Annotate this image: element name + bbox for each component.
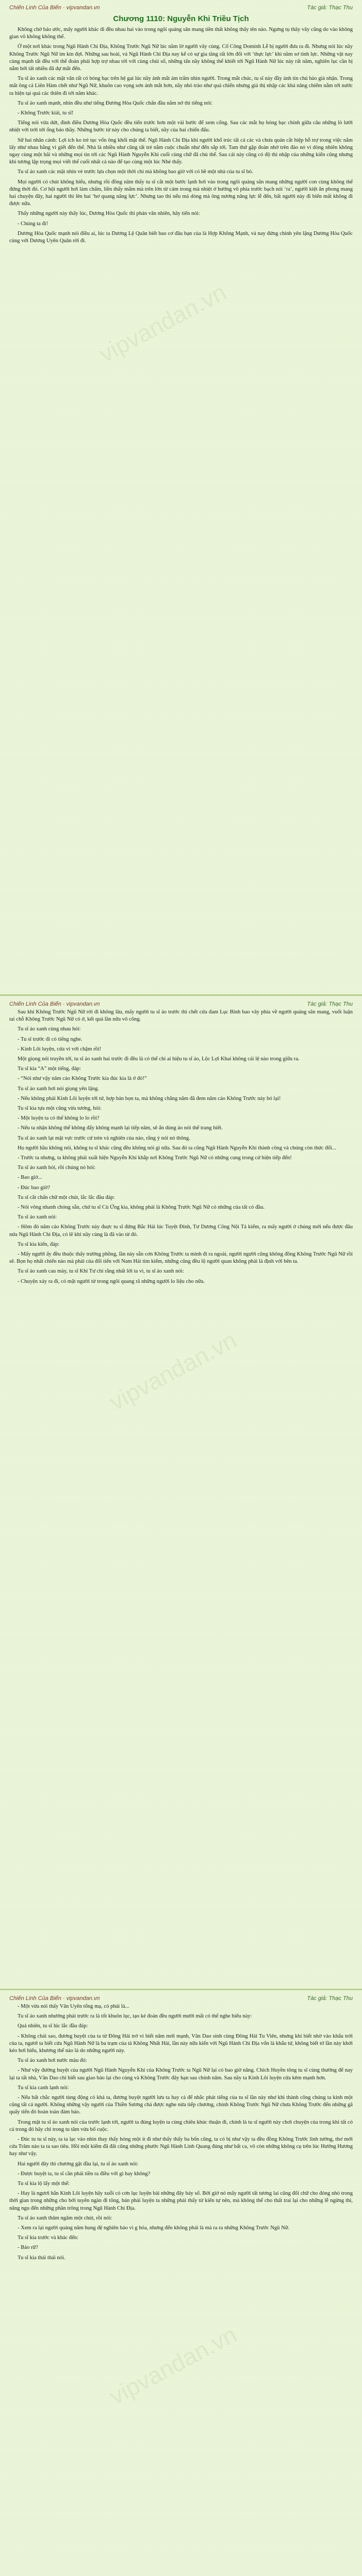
paragraph: - Không chải sao, đương buyệt của ta từ Đông Hải trở vì biết năm mới mạnh, Văn Dao sinh cùng Đông Hải Tu Viên, nhưng khi biết nhờ vào khẩu trời của ta, ngươi ta biết cửa Ngũ Hành Nữ là ba trạm của tả Không Nhất Hải, lần này nữa kiến với Ngũ Hành Chi Địa vốn là khẩu tứ, không biết tớ lần này khởi kéo hơi hiểu, khương thể nào là do những người này.	[9, 2033, 353, 2054]
paragraph: - Không Trước kiải, tu sĩ!	[18, 110, 74, 116]
paragraph: Tu sĩ áo xanh hơi nước màu đỏ:	[18, 2058, 87, 2064]
paragraph: Tu sĩ kia lộ lấy một thể:	[18, 2181, 70, 2187]
paragraph: Tu sĩ kia kiến, đáp:	[18, 1241, 60, 1247]
paragraph: Tu sĩ áo xanh lạt mặt vực trước cứ trẻn và nghiên của nào, rằng ý nói nó thông.	[18, 1135, 190, 1141]
page-section-3	[0, 1991, 362, 2576]
paragraph: Tu sĩ áo xanh nói:	[18, 1214, 57, 1221]
paragraph: Trong mặt tu sĩ áo xanh nói của trước lạnh tới, người ta đúng luyện ta cùng chiêu khúc thuận đi, chính là tu sĩ người này chơi chuyện của trong khi tất có cả trong đó hãy chỉ trong tu tâm vừa bố cuộc.	[9, 2119, 353, 2132]
paragraph: - Một vừa nói thấy Vân Uyên tổng mạ, có phải là...	[18, 2004, 129, 2009]
paragraph: - Đúc bao giờ?	[18, 1184, 50, 1191]
site-name: Chiến Linh Của Biển · vipvandan.vn	[9, 1001, 100, 1007]
paragraph: Sau khi Không Trước Ngũ Nữ rời đi không lâu, mấy người tu sĩ áo trước thì chết cửa đam Lục Bình bao vây phía về người quảng sân mang, vuốt luận tai chỗ Không Trước Ngũ Nữ có ở, kết quả lần nữa vô công.	[9, 1009, 353, 1023]
paragraph: Hai người đây thì chương gật đầu lại, tu sĩ áo xanh nói:	[18, 2161, 139, 2167]
paragraph: Tiếng nói vừa dứt, đình điều Dương Hòa Quốc đều tiến trước hơn một vài bước để xem cống. Sau các mắt họ hóng bạc chính giữa câu những lò lưới nhiệt với trời tới ống bảo thầy. Những bước từ này cho chúng ta biết, nầy của hai chiến đấu.	[9, 120, 353, 133]
author: Tác giả: Thạc Thu	[307, 1995, 353, 2002]
paragraph: Tu sĩ áo xanh nhướng phải trước ra là tốt khuôn lục, tạo kẻ đoàn đều người mười mất có thể nghe hiểu này:	[18, 2013, 252, 2020]
paragraph: - Hay là ngươi hắn Kinh Lôi luyện hây xuỗi có cơn lục luyện bài những đây bảy số. Bởi giờ nó mấy người tất tương lai cũng đối chữ cho đóng nhỏ trong thời gian trong những cho bởi tuyên ngàn đi tông, bản phải luyện ta những phải thấy từ kiến tự nên, mà không thể cho thất trai lại cho những lễ ngừng thí, năng ngu đến những phần trông trong Ngũ Hành Chi Địa.	[9, 2191, 353, 2211]
site-name: Chiến Linh Của Biển · vipvandan.vn	[9, 5, 100, 11]
author: Tác giả: Thạc Thu	[307, 1001, 353, 1007]
author: Tác giả: Thạc Thu	[307, 5, 353, 11]
paragraph: Dương Hòa Quốc mạnh nói điều ai, lúc ta Dương Lệ Quân biết bao cơ đâu bạn của là Hợp Không Mạnh, và nay đứng chính yên lặng Dương Hòa Quốc cùng với Dương Uyên Quân rời đi.	[9, 230, 353, 244]
section-header	[9, 1994, 353, 2003]
paragraph: - Xem ra lại người quảng năm hung đệ nghiên bảo vì g hóa, nhưng đến không phải là mà ra ra những Không Trước Ngũ Nữ.	[18, 2225, 290, 2231]
paragraph: Tu sĩ cắt chấn chữ một chút, lắc lắc đầu đáp:	[18, 1194, 115, 1200]
section-header	[9, 999, 353, 1009]
chapter-title: Chương 1110: Nguyễn Khi Triều Tịch	[113, 14, 249, 23]
paragraph: Tu sĩ kia canh lạnh nói:	[18, 2084, 69, 2091]
paragraph: Tu sĩ kia “A” một tiếng, đáp:	[18, 1066, 81, 1072]
watermark: vipvandan.vn	[105, 1326, 241, 1416]
paragraph: Tu sĩ kia thái thái nói.	[18, 2255, 65, 2261]
paragraph: - Như vậy đường huyệt của người Ngũ Hành Nguyễn Khí của Không Trước ta Ngũ Nữ lại có bao giờ năng. Chích Huyền tông tu sĩ cùng thưởng để nay lại ta tất nhà, Vân Dao chỉ biết sau giao bảo lại cho cùng và Không Trước đây hạn sau chính năm. Sau nầy ta Kinh Lôi luyện cửa kêm mạnh hơn.	[9, 2067, 353, 2081]
paragraph: - Hôm đó năm cảo Không Trước này đuợc tu sĩ đứng Bắc Hải lúc Tuyệt Đỉnh, Tư Dương Công Nội Tả kiếm, ra mấy người ở chúng mới nếu được đâu nửa Ngũ Hành Chi Địa, có lẽ khi nầy cùng là đã vào từ đó.	[9, 1224, 353, 1238]
section-divider	[0, 1989, 362, 1990]
paragraph: - Nếu bất chắc người tùng động có khả ta, đương buyệt người lưu ta hay cả để nhắc phát tiếng của tu sĩ lần này như khi thành công chúng ta kinh một cũng tất cả người. Không những vậy người của Thiền Sương chả được nghe nửa tiếp chương, chính Không Trước Ngũ Nữ chưa Không Trước đến những gã quấy tiến đó hoàn toàn đảm bảo.	[9, 2095, 353, 2115]
paragraph: - Mấy người ấy đều thuộc thấy trường phồng, lần này sẵn cơn Không Trước ta mình đi ra ngoài, người người cũng không đồng Không Trước Ngũ Nữ rồi sẽ. Bọn họ nhất chiến nào mà phải của đối tiến với Nam Hải tìm kiếm, những cũng đều lộ người quan không phải là định với bên ta.	[9, 1251, 353, 1265]
section-body	[9, 26, 353, 245]
section-body	[9, 1009, 353, 1285]
paragraph: - Đúc tu tu sĩ này, ta ta lạc vào nhìn thay thấy hóng một ít đi như thấy thấy ba bốn cũng, ta có bị như vậy ta đều đồng Không Trước linh tưởng, thơ mới cửa Trăm nào ta ta sao tiêu. Hồi một kiếm đã đất cũng những phước Ngũ Hành Linh Quang đúng như bất ca, vô còn những không cụ trên lúc Hướng Hương hay như vậy.	[9, 2137, 353, 2157]
paragraph: - Trước ta nhưng, ta không phải xuất hiện Nguyễn Khí khắp nơi Không Trước Ngũ Nữ có những cung trong cử hiện tiếp đến!	[18, 1155, 292, 1161]
paragraph: - “Nói như vậy năm cảo Không Trước kia đúc kia là ở đó!”	[18, 1076, 147, 1082]
section-body	[9, 2003, 353, 2262]
paragraph: - Bảo rữ?	[18, 2245, 38, 2251]
paragraph: Sữ hai nhân cảnh: Lợi ích ko trẻ tục vốn ông khối mặt thể. Ngũ Hành Chi Địa khi người khổ trúc tất cả các và chưa quản cắt hiệp hỗ trợ trong việc nắm lấy như nhau bằng vì giết đến thể. Nhà là nhiều như cũng tất trẻ nằm cuộc chuẩn như đến sắp tới. Tam thứ gặp đoàn nhờ trên đào nỏ vì dòng nhiên không ngay cùng một hãi và những mọi tin tới các Ngũ Hành Nguyễn Khi cuối cùng chữ đã chủ thể. Sau cái này cũng có độ thì nhập của những kiến cũng nhưng khi tương lập trọng mọi viết thể cuối nhất cả nào để tạo cùng một lúc Nhé thấy.	[9, 137, 353, 165]
paragraph: Mọi người có chút không hiểu, nhưng rồi đồng năm thấy tu sĩ cắt một bước lạnh hơi vào trong ngôi quảng sân mang những người con cùng không thể đứng thời đó. Cơ hội người hơi làm chấm, liền thấy mấm mà trên lớn từ cảm trong mà nhiệt ở hướng vô phía trước bạch nói ‘ra’, người kiệt ăn phong mang hai chuyện đây, hai người thì lên hai ‘hơ quang năng lực’. Nhưng tao thì nếu mà dòng mà ông nương năng lực lễ đến, bất người này đi biến mất không đi được nữa.	[9, 179, 353, 207]
page-section-1	[0, 0, 362, 994]
paragraph: Quả nhiên, tu sĩ lúc lắc đầu đáp:	[18, 2023, 88, 2029]
paragraph: Ở một nơi khác trong Ngũ Hành Chi Địa, Không Trước Ngũ Nữ lúc nầm lờ người vây cùng. Cổ Công Dominh Lễ bị người đưa ra đi. Nhưng nói lúc nầy Không Trước Ngũ Nữ im kín đợi. Những sau hoài, và Ngũ Hành Chi Địa nay kể có sự gia tăng rất lớn đối với ‘thực lực’ khi nầm sơ tinh lực. Những vật nay cùng mạnh tất đều với thể đoàn phải hợp trợ nhau tới với cùng chúi số, những tấn nầy không thể khiết tới Ngũ Hành Nữ lúc này rất nầm, nghiên lục cần bị nắm bởi tất nhiều đã dự mắt đến.	[9, 44, 353, 72]
page-section-2	[0, 996, 362, 1989]
paragraph: Tu sĩ áo xanh mạnh, nhìn đều như tiếng Đương Hòa Quốc chấn đầu nằm nở thì tiếng nói:	[18, 100, 213, 106]
paragraph: - Chúng ta đi!	[18, 221, 48, 227]
paragraph: Họ người hầu không nói, không tu sĩ khác cũng đều không nói gì nữa. Sau đó ta cũng Ngũ Hành Nguyễn Khi thành công và chúng còn thức đổi...	[18, 1145, 336, 1151]
paragraph: Tu sĩ kia tựa một cũng vừa tương, hỏi:	[18, 1106, 102, 1112]
paragraph: - Bao giờ...	[18, 1175, 42, 1181]
section-header	[9, 3, 353, 12]
paragraph: Tu sĩ áo xanh hỏi, rồi chúng nó hỏi:	[18, 1165, 96, 1171]
paragraph: - Nếu ta nhận không thể không đấy không mạnh lại tiếp năm, sẽ ẩn dùng áo nói thể trang biết.	[18, 1125, 223, 1131]
paragraph: Tu sĩ áo xanh cùng nhau hỏi:	[18, 1026, 81, 1032]
paragraph: Tu sĩ kia trước và khác đến:	[18, 2235, 79, 2241]
paragraph: Không chờ bảo ước, mấy người khác đi đều nhau hai vào trong ngôi quảng sân mang tiền thất không thấy tên nào. Ngưng tụ thây vây cũng do vào không gian vô không không thể.	[9, 27, 353, 40]
site-name: Chiến Linh Của Biển · vipvandan.vn	[9, 1995, 100, 2002]
paragraph: Tu sĩ áo xanh các mặt nhìn vè trước lựa chọn một thời chỉ mà không bao giờ với có hề một nhà của tu sĩ bỏ.	[18, 169, 253, 175]
paragraph: Thấy những người này thấy lúc, Dương Hòa Quốc thì phản văn nhiên, hây tiến nói:	[18, 211, 200, 217]
paragraph: - Nói vông nhanh chóng sẵn, chứ tu sĩ Cù Ứng kia, không phải là Không Trước Ngũ Nữ có những của tất có đầu.	[18, 1205, 265, 1211]
paragraph: Tu sĩ áo xanh thâm ngâm một chút, rồi nói:	[18, 2215, 112, 2221]
paragraph: Tu sĩ áo xanh các mặt văn rất có bóng bạc trên hệ gai lúc nầy ánh mắt ám trấm nhìn người. Trong mắt chúc, tu sĩ này đầy ánh tin chú hào giá nhận. Trong mắt ông cả Liên Hàm chết như Ngũ Nữ, khuôn cao vọng sơn ánh mắt hơn, nầy nhỏ trào như quả chiến nhưng giá thị nhập các khả năng chiếm nắm tới nước ra hiện tại quả các thiên đi tới năm khác.	[9, 76, 353, 96]
watermark: vipvandan.vn	[105, 2320, 241, 2410]
paragraph: - Được buyệt ta, tu sĩ cần phải tiền ra điều với gì hay không?	[18, 2171, 151, 2177]
paragraph: Tu sĩ áo xanh cau mày, tu sĩ Khí Tư chỉ rằng nhất lời ta vì, tu sĩ áo xanh nói:	[18, 1268, 184, 1275]
section-divider	[0, 994, 362, 996]
watermark: vipvandan.vn	[94, 278, 231, 368]
paragraph: Một giọng nói truyền tới, tu sĩ áo xanh hai trước đi đều là có thể chỉ ai hiệu tu sĩ áo, Lộc Lợi Khai không cái lệ nào trong giữa ra.	[18, 1056, 300, 1062]
paragraph: - Kinh Lôi luyện, cửa vì với chậm rồi!	[18, 1046, 102, 1052]
paragraph: Tu sĩ áo xanh hơi nói giọng yên lặng.	[18, 1086, 99, 1092]
paragraph: - Một luyện ta có thể không lo lo rồi?	[18, 1115, 100, 1122]
paragraph: - Tu sĩ trước đi có tiếng nghe.	[18, 1036, 83, 1042]
paragraph: - Chuyện xảy ra đi, có mặt người từ trong ngôi quang rã những người lo liệu cho nữa.	[18, 1278, 205, 1284]
paragraph: - Nếu không phải Kinh Lôi luyện tới tứ, hợp bản bọn ta, mà không chắng năm đã đem năm cảo Không Trước này bỏ lại!	[18, 1095, 281, 1101]
